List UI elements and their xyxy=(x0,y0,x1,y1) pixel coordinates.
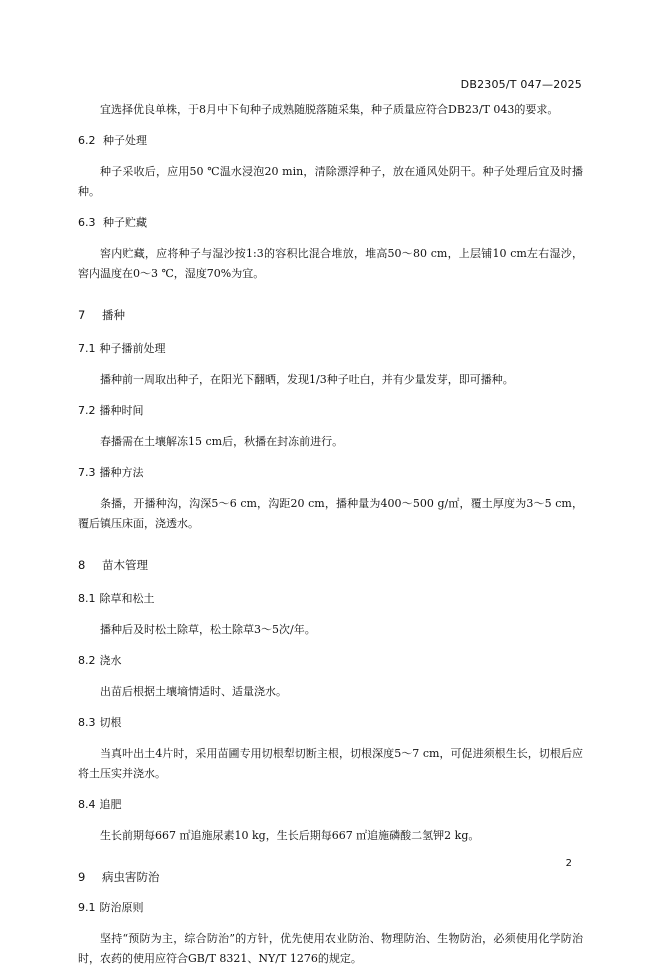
page-number: 2 xyxy=(565,858,572,869)
heading-7-3: 7.3 播种方法 xyxy=(78,466,144,479)
heading-7-2: 7.2 播种时间 xyxy=(78,404,144,417)
paragraph-8-2: 出苗后根据土壤墒情适时、适量浇水。 xyxy=(100,685,287,698)
paragraph-7-1: 播种前一周取出种子，在阳光下翻晒，发现1/3种子吐白，并有少量发芽，即可播种。 xyxy=(100,373,514,386)
document-body xyxy=(78,100,583,969)
paragraph-8-4: 生长前期每667 ㎡追施尿素10 kg，生长后期每667 ㎡追施磷酸二氢钾2 kg。 xyxy=(100,829,480,842)
document-code: DB2305/T 047—2025 xyxy=(460,78,582,91)
intro-paragraph: 宜选择优良单株，于8月中下旬种子成熟随脱落随采集，种子质量应符合DB23/T 043的要求。 xyxy=(100,103,559,116)
paragraph-8-3: 当真叶出土4片时，采用苗圃专用切根犁切断主根，切根深度5～7 cm，可促进须根生长，切根后应将土压实并浇水。 xyxy=(78,747,583,780)
heading-8-3: 8.3 切根 xyxy=(78,716,122,729)
paragraph-9-1: 坚持“预防为主，综合防治”的方针，优先使用农业防治、物理防治、生物防治，必须使用化学防治时，农药的使用应符合GB/T 8321、NY/T 1276的规定。 xyxy=(78,932,583,965)
heading-6-3: 6.3 种子贮藏 xyxy=(78,216,147,229)
paragraph-6-2: 种子采收后，应用50 ℃温水浸泡20 min，清除漂浮种子，放在通风处阴干。种子处理后宜及时播种。 xyxy=(78,165,583,198)
heading-8: 8 苗木管理 xyxy=(78,558,148,572)
heading-8-1: 8.1 除草和松土 xyxy=(78,592,155,605)
heading-9: 9 病虫害防治 xyxy=(78,870,160,884)
paragraph-7-2: 春播需在土壤解冻15 cm后，秋播在封冻前进行。 xyxy=(100,435,344,448)
paragraph-7-3: 条播，开播种沟，沟深5～6 cm，沟距20 cm，播种量为400～500 g/㎡，覆土厚度为3～5 cm，覆后镇压床面，浇透水。 xyxy=(78,497,583,530)
heading-8-4: 8.4 追肥 xyxy=(78,798,122,811)
heading-6-2: 6.2 种子处理 xyxy=(78,134,147,147)
paragraph-8-1: 播种后及时松土除草，松土除草3～5次/年。 xyxy=(100,623,316,636)
paragraph-6-3: 窖内贮藏，应将种子与湿沙按1:3的容积比混合堆放，堆高50～80 cm，上层铺10 cm左右湿沙，窖内温度在0～3 ℃，湿度70%为宜。 xyxy=(78,247,583,280)
heading-7-1: 7.1 种子播前处理 xyxy=(78,342,166,355)
heading-7: 7 播种 xyxy=(78,308,125,322)
heading-8-2: 8.2 浇水 xyxy=(78,654,122,667)
heading-9-1: 9.1 防治原则 xyxy=(78,901,144,914)
